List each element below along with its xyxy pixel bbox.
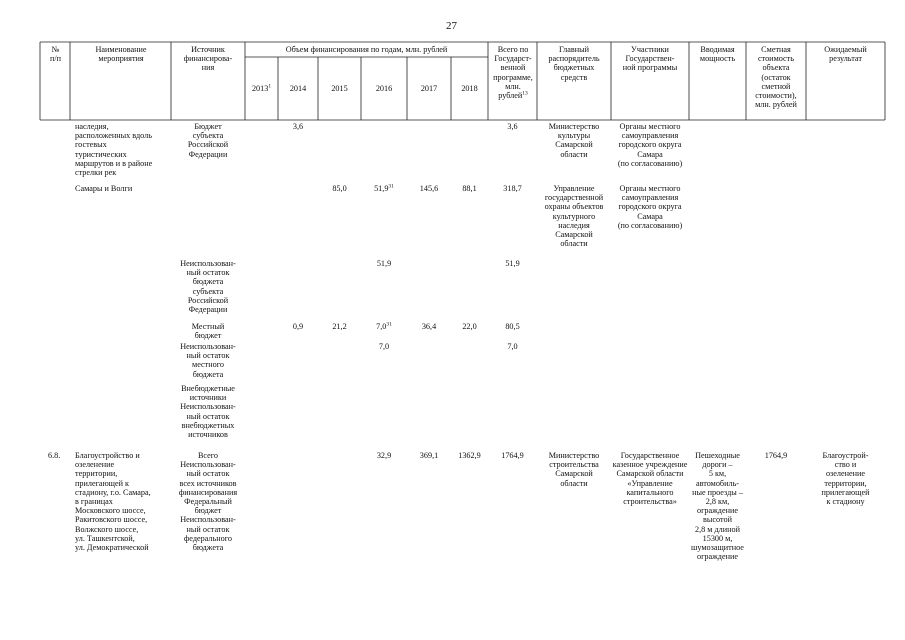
block2-source: Всего Неиспользован- ный остаток всех источников финансирования Федеральный бюджет Неиспользован- ный остаток федерального бюджета [178, 451, 238, 553]
header-capacity: Вводимая мощность [699, 45, 736, 64]
block1-row-b-total: 318,7 [503, 184, 522, 193]
block1-name-top: наследия, расположенных вдоль гостевых туристических маршрутов и в районе стрелки рек [75, 122, 153, 178]
header-participants: Участники Государствен- ной программы [622, 45, 678, 73]
header-name: Наименование мероприятия [95, 45, 147, 64]
page-number: 27 [446, 20, 457, 32]
block1-row-d-2015: 21,2 [332, 322, 347, 331]
header-result: Ожидаемый результат [824, 45, 867, 64]
block2-2018: 1362,9 [458, 451, 481, 460]
block1-row-a-source: Бюджет субъекта Российской Федерации [187, 122, 229, 159]
header-year-2014: 2014 [289, 84, 307, 93]
block2-capacity: Пешеходные дороги – 5 км, автомобиль- ные проезды – 2,8 км, ограждение высотой 2,8 м длиной 15300 м, шумозащитное ограждение [691, 451, 744, 562]
block1-row-d-2018: 22,0 [462, 322, 477, 331]
block1-row-a-manager: Министерство культуры Самарской области [548, 122, 600, 159]
header-year-2017: 2017 [420, 84, 438, 93]
header-volume: Объем финансирования по годам, млн. рублей [285, 45, 448, 54]
block1-row-d-total: 80,5 [505, 322, 520, 331]
block1-row-a-participants: Органы местного самоуправления городского округа Самара (по согласованию) [617, 122, 683, 168]
header-estimate: Сметная стоимость объекта (остаток сметной стоимости), млн. рублей [755, 45, 797, 110]
block1-row-e-source: Неиспользован- ный остаток местного бюджета [180, 342, 236, 379]
block2-num: 6.8. [48, 451, 61, 460]
header-year-2018: 2018 [461, 84, 478, 93]
block2-manager: Министерство строительства Самарской области [548, 451, 600, 488]
block1-row-d-source: Местный бюджет [191, 322, 225, 341]
header-year-2015: 2015 [331, 84, 348, 93]
block1-row-b-2016: 51,9$^{31}$ [374, 183, 394, 193]
block1-row-e-2016: 7,0 [378, 342, 390, 351]
block1-name-bottom: Самары и Волги [75, 184, 133, 193]
block1-row-c-total: 51,9 [505, 259, 520, 268]
header-num: № п/п [49, 45, 62, 64]
block2-2016: 32,9 [376, 451, 392, 460]
block1-row-d-2017: 36,4 [421, 322, 437, 331]
block1-row-a-2014: 3,6 [292, 122, 304, 131]
block2-result: Благоустрой- ство и озеленение территории, прилегающей к стадиону [821, 451, 870, 507]
block2-name: Благоустройство и озеленение территории, прилегающей к стадиону, г.о. Самара, в границах Московского шоссе, Ракитовского шоссе, Волжского шоссе, ул. Ташкентской, ул. Демократической [75, 451, 151, 553]
block1-row-f-source: Внебюджетные источники Неиспользован- ный остаток внебюджетных источников [180, 384, 236, 440]
block2-estimate: 1764,9 [764, 451, 788, 460]
block2-total: 1764,9 [501, 451, 524, 460]
block1-row-c-source: Неиспользован- ный остаток бюджета субъекта Российской Федерации [180, 259, 236, 315]
block1-row-b-2017: 145,6 [419, 184, 439, 193]
header-source: Источник финансирова- ния [183, 45, 233, 73]
header-year-2016: 2016 [375, 84, 393, 93]
block2-2017: 369,1 [419, 451, 439, 460]
header-year-2013: 2013$^1$ [251, 83, 272, 93]
block1-row-e-total: 7,0 [507, 342, 518, 351]
block1-row-b-manager: Управление государственной охраны объектов культурного наследия Самарской области [544, 184, 604, 249]
header-total: Всего по Государст- венной программе, млн. рублей$^{13}$ [493, 45, 533, 101]
block1-row-b-participants: Органы местного самоуправления городского округа Самара (по согласованию) [617, 184, 683, 230]
block1-row-c-2016: 51,9 [376, 259, 392, 268]
block1-row-b-2015: 85,0 [332, 184, 347, 193]
block1-row-d-2016: $7,0^{31}$ [376, 321, 392, 331]
block1-row-a-total: 3,6 [507, 122, 518, 131]
block1-row-b-2018: 88,1 [462, 184, 477, 193]
block1-row-d-2014: 0,9 [292, 322, 304, 331]
header-manager: Главный распорядитель бюджетных средств [548, 45, 600, 82]
block2-participants: Государственное казенное учреждение Самарской области «Управление капитального строительства» [612, 451, 688, 507]
